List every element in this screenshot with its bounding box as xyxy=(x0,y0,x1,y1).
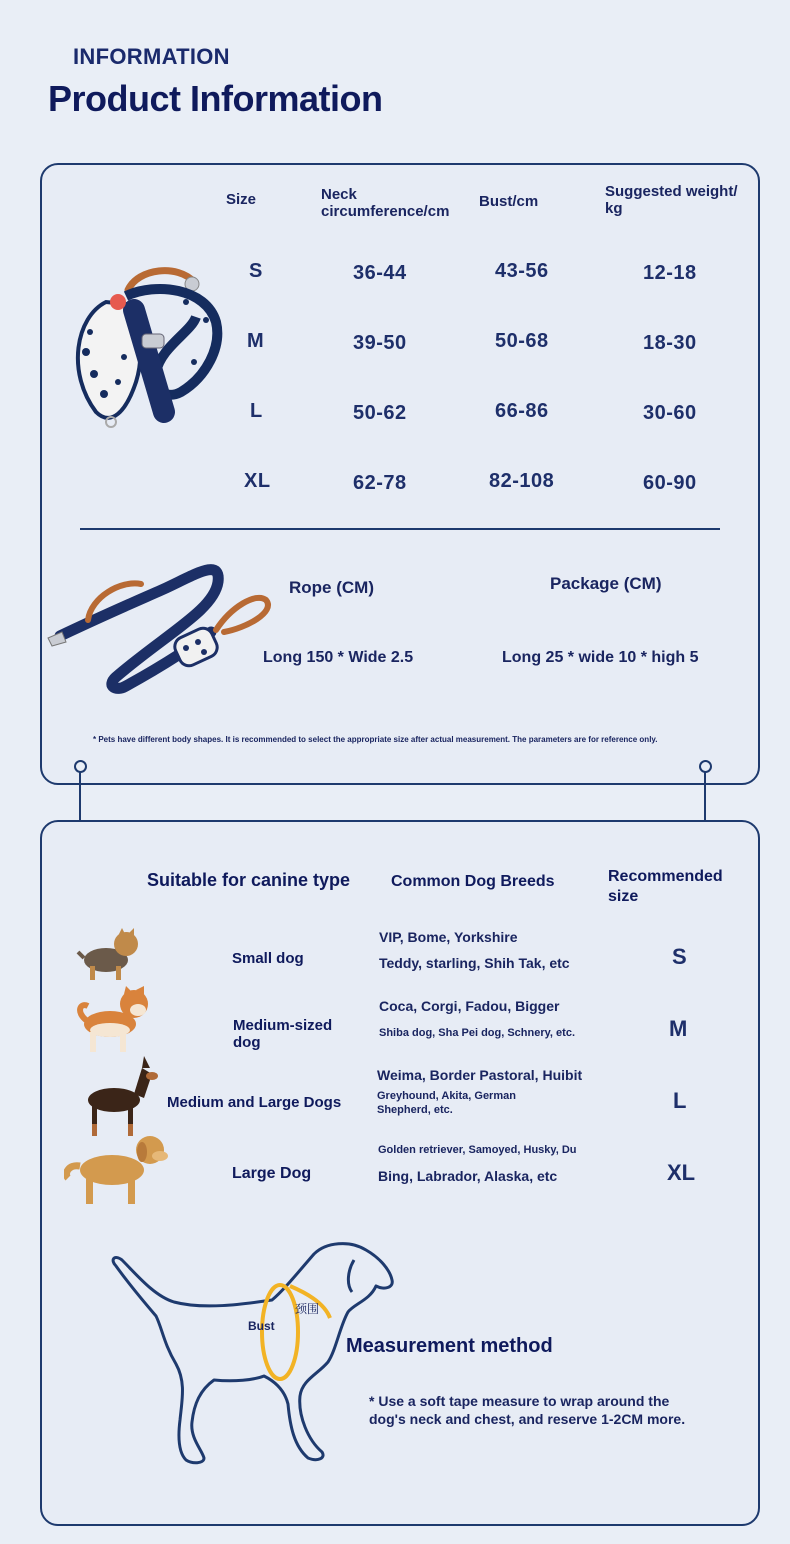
row-l-bust: 66-86 xyxy=(495,400,549,422)
row-m-neck: 39-50 xyxy=(353,332,407,354)
header-weight-line2: kg xyxy=(605,200,623,217)
breeds-medium-line1: Coca, Corgi, Fadou, Bigger xyxy=(379,998,560,1014)
header-neck-line2: circumference/cm xyxy=(321,203,450,220)
measurement-title: Measurement method xyxy=(346,1335,553,1357)
row-l-weight: 30-60 xyxy=(643,402,697,424)
harness-image xyxy=(66,262,226,434)
row-s-size: S xyxy=(249,260,263,282)
header-recommended-size-line2: size xyxy=(608,888,639,905)
header-size: Size xyxy=(226,191,257,208)
size-medium-large: L xyxy=(673,1088,687,1113)
dog-type-medium-line1: Medium-sized xyxy=(233,1017,333,1034)
header-common-breeds: Common Dog Breeds xyxy=(391,873,555,890)
size-large: XL xyxy=(667,1160,696,1185)
row-m-bust: 50-68 xyxy=(495,330,549,352)
header-neck xyxy=(321,186,449,220)
row-s-neck: 36-44 xyxy=(353,262,407,284)
medium-large-dog-image xyxy=(76,1054,158,1140)
table-divider xyxy=(80,528,720,530)
row-xl-neck: 62-78 xyxy=(353,472,407,494)
package-label: Package (CM) xyxy=(550,574,662,593)
large-dog-image xyxy=(64,1130,170,1208)
rope-label: Rope (CM) xyxy=(289,578,374,597)
small-dog-image xyxy=(76,928,144,982)
row-l-neck: 50-62 xyxy=(353,402,407,424)
package-value: Long 25 * wide 10 * high 5 xyxy=(502,649,699,666)
page-title: Product Information xyxy=(48,78,383,119)
bust-label: Bust xyxy=(248,1319,275,1333)
breeds-medium-line2: Shiba dog, Sha Pei dog, Schnery, etc. xyxy=(379,1027,576,1039)
measurement-description-line1: * Use a soft tape measure to wrap around the xyxy=(369,1393,670,1409)
dog-type-large: Large Dog xyxy=(232,1165,312,1182)
section-kicker: INFORMATION xyxy=(73,44,230,69)
row-l-size: L xyxy=(250,400,263,422)
dog-type-medium-line2: dog xyxy=(233,1034,261,1051)
breeds-medium-large-line2: Greyhound, Akita, German xyxy=(377,1090,516,1102)
header-weight-line1: Suggested weight/ xyxy=(605,183,738,200)
header-weight xyxy=(605,183,738,217)
size-medium: M xyxy=(669,1016,688,1041)
breeds-large-line2: Bing, Labrador, Alaska, etc xyxy=(378,1168,558,1184)
medium-dog-image xyxy=(76,986,154,1056)
row-m-weight: 18-30 xyxy=(643,332,697,354)
size-small: S xyxy=(672,944,687,969)
breeds-small-line2: Teddy, starling, Shih Tak, etc xyxy=(379,955,570,971)
row-s-bust: 43-56 xyxy=(495,260,549,282)
header-recommended-size-line1: Recommended xyxy=(608,868,723,885)
dog-type-medium xyxy=(233,1017,332,1051)
header-bust: Bust/cm xyxy=(479,193,539,210)
neck-label: 颈围 xyxy=(295,1302,320,1316)
rope-value: Long 150 * Wide 2.5 xyxy=(263,649,414,666)
leash-image xyxy=(46,552,276,697)
row-m-size: M xyxy=(247,330,265,352)
header-canine-type: Suitable for canine type xyxy=(147,870,351,890)
row-xl-weight: 60-90 xyxy=(643,472,697,494)
breeds-small-line1: VIP, Bome, Yorkshire xyxy=(379,929,518,945)
row-xl-size: XL xyxy=(244,470,271,492)
breeds-medium-large-line3: Shepherd, etc. xyxy=(377,1104,453,1116)
header-neck-line1: Neck xyxy=(321,186,357,203)
dog-type-medium-large: Medium and Large Dogs xyxy=(167,1094,342,1111)
dog-type-small: Small dog xyxy=(232,950,304,967)
breeds-medium-large-line1: Weima, Border Pastoral, Huibit xyxy=(377,1067,583,1083)
row-s-weight: 12-18 xyxy=(643,262,697,284)
breeds-large-line1: Golden retriever, Samoyed, Husky, Du xyxy=(378,1144,577,1156)
header-recommended-size xyxy=(608,867,723,907)
row-xl-bust: 82-108 xyxy=(489,470,555,492)
measurement-description xyxy=(369,1392,729,1428)
measurement-description-line2: dog's neck and chest, and reserve 1-2CM more. xyxy=(369,1411,686,1427)
size-note: * Pets have different body shapes. It is recommended to select the appropriate size after actual measurement. The parameters are for reference only. xyxy=(93,735,658,744)
